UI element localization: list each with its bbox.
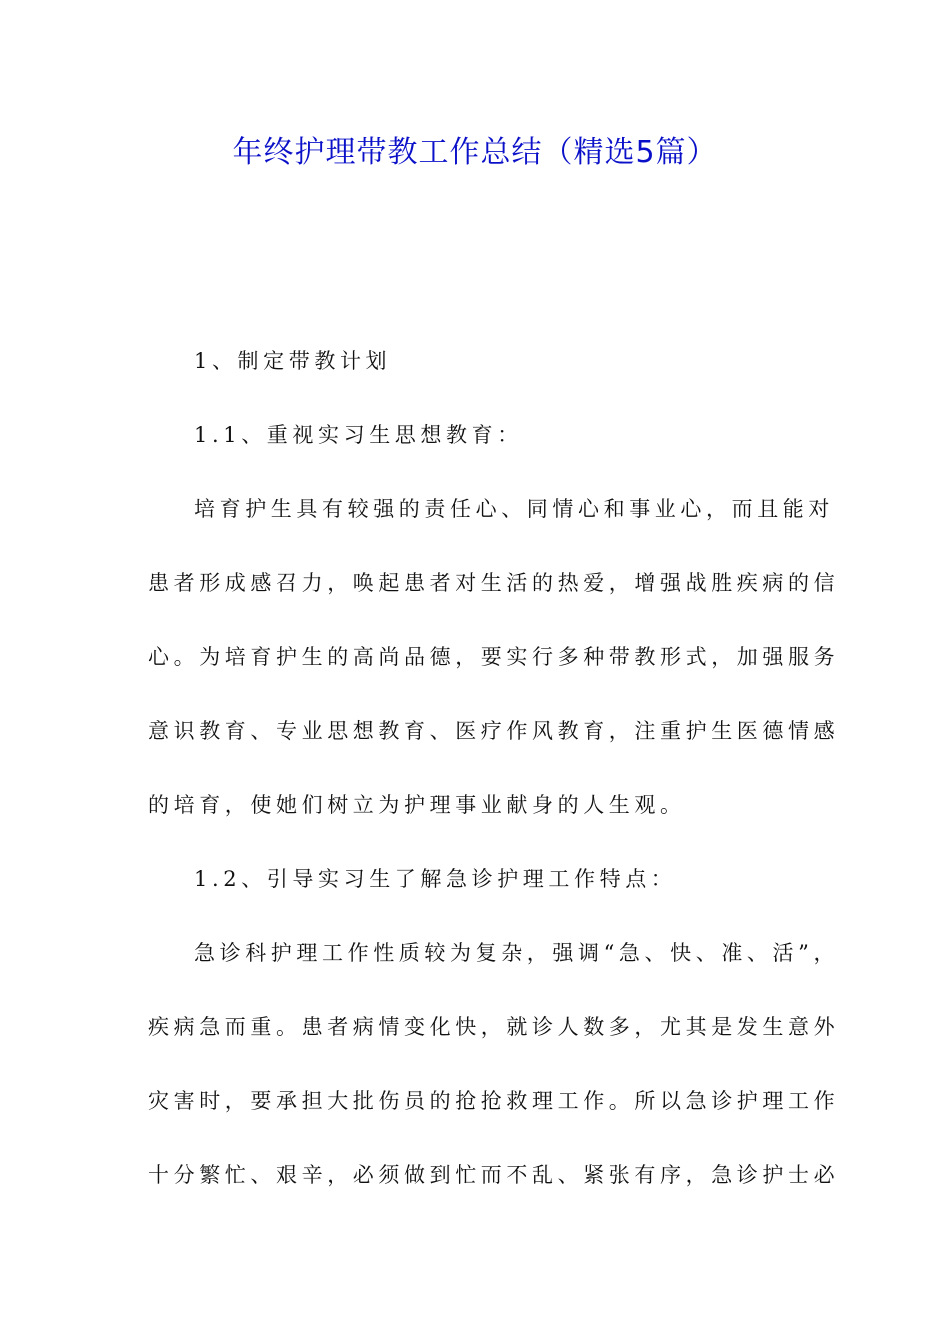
paragraph-line: 培育护生具有较强的责任心、同情心和事业心，而且能对 [194,497,834,521]
heading-1-1: 1.1、重视实习生思想教育： [194,423,523,447]
paragraph-line: 灾害时，要承担大批伤员的抢抢救理工作。所以急诊护理工作 [148,1089,840,1113]
paragraph-line: 急诊科护理工作性质较为复杂，强调“急、快、准、活”， [194,941,840,965]
paragraph-line: 的培育，使她们树立为护理事业献身的人生观。 [148,793,686,817]
paragraph-line: 意识教育、专业思想教育、医疗作风教育，注重护生医德情感 [148,719,840,743]
paragraph-line: 疾病急而重。患者病情变化快，就诊人数多，尤其是发生意外 [148,1015,840,1039]
paragraph-line: 心。为培育护生的高尚品德，要实行多种带教形式，加强服务 [148,645,840,669]
paragraph-line: 十分繁忙、艰辛，必须做到忙而不乱、紧张有序，急诊护士必 [148,1163,840,1187]
heading-1-2: 1.2、引导实习生了解急诊护理工作特点： [194,867,677,891]
document-title: 年终护理带教工作总结（精选5篇） [232,135,718,170]
paragraph-line: 患者形成感召力，唤起患者对生活的热爱，增强战胜疾病的信 [148,571,840,595]
heading-1: 1、制定带教计划 [194,349,392,373]
document-body [148,332,840,1220]
